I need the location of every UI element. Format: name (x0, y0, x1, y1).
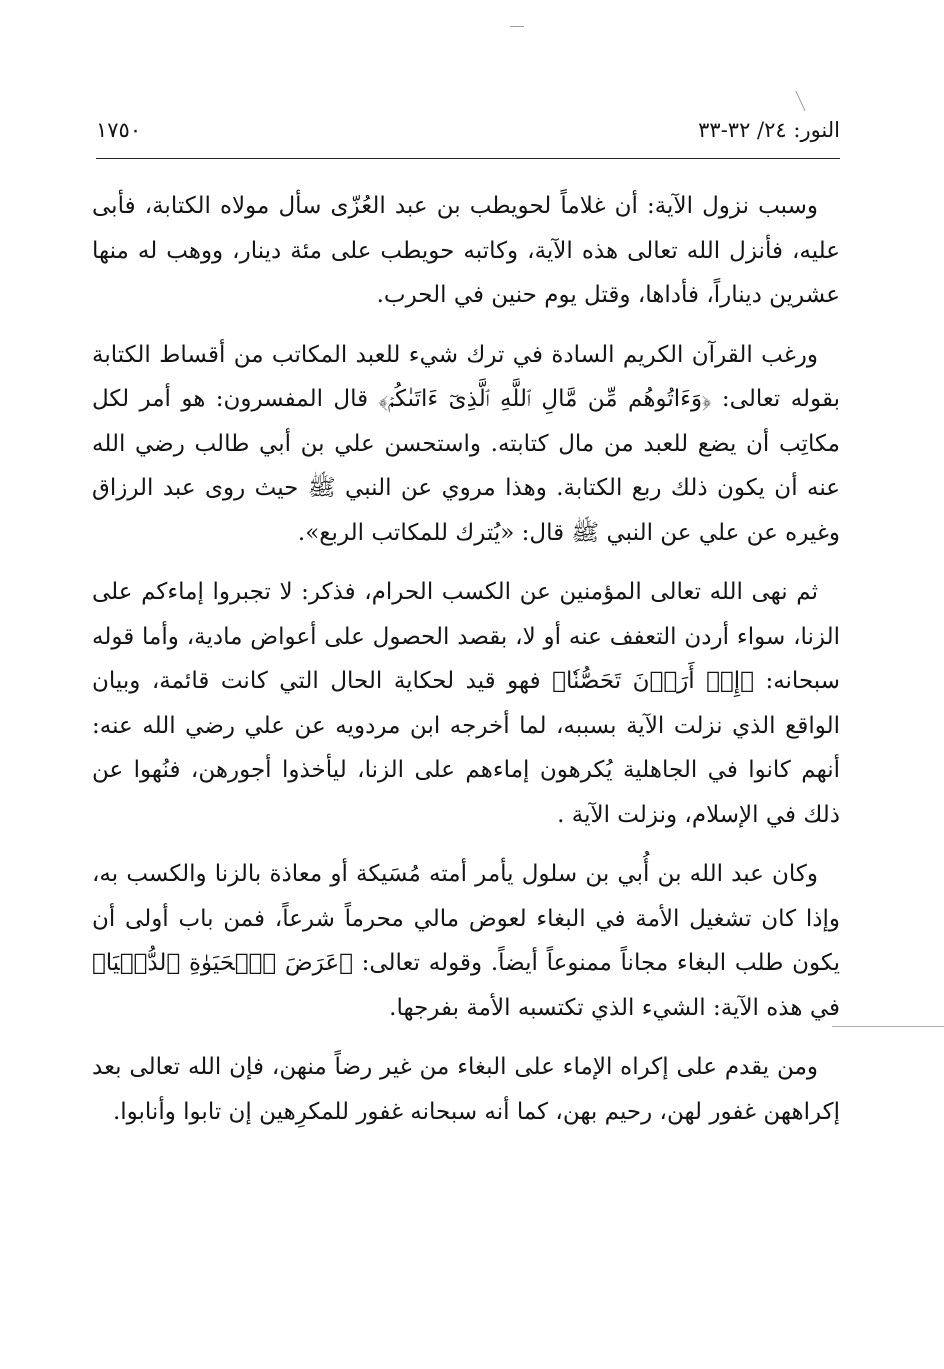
paragraph-forced-prostitution: ثم نهى الله تعالى المؤمنين عن الكسب الحرام، فذكر: لا تجبروا إماءكم على الزنا، سواء أردن التعفف عنه أو لا، بقصد الحصول على أعواض مادية، وأما قوله سبحانه: ﴿إِنۡ أَرَدۡنَ تَحَصُّنٗا﴾ فهو قيد لحكاية الحال التي كانت قائمة، وبيان الواقع الذي نزلت الآية بسببه، لما أخرجه ابن مردويه عن علي رضي الله عنه: أنهم كانوا في الجاهلية يُكرهون إماءهم على الزنا، ليأخذوا أجورهن، فنُهوا عن ذلك في الإسلام، ونزلت الآية . (92, 579, 840, 828)
paragraph-forgiveness: ومن يقدم على إكراه الإماء على البغاء من غير رضاً منهن، فإن الله تعالى بعد إكراههن غفور لهن، رحيم بهن، كما أنه سبحانه غفور للمكرِهين إن تابوا وأنابوا. (92, 1054, 840, 1125)
scan-artifact-line (832, 1026, 944, 1027)
page-header (96, 118, 840, 159)
body-text (92, 184, 840, 1149)
page-number: ١٧٥٠ (96, 118, 142, 142)
scan-artifact-tick (795, 91, 805, 111)
scan-artifact-top (510, 26, 524, 27)
paragraph-revelation-cause: وسبب نزول الآية: أن غلاماً لحويطب بن عبد العُزّى سأل مولاه الكتابة، فأبى عليه، فأنزل الله تعالى هذه الآية، وكاتبه حويطب على مئة دينار، ووهب له منها عشرين ديناراً، فأداها، وقتل يوم حنين في الحرب. (92, 193, 840, 308)
paragraph-ibn-salul: وكان عبد الله بن أُبي بن سلول يأمر أمته مُسَيكة أو معاذة بالزنا والكسب به، وإذا كان تشغيل الأمة في البغاء لعوض مالي محرماً شرعاً، فمن باب أولى أن يكون طلب البغاء مجاناً ممنوعاً أيضاً. وقوله تعالى: ﴿عَرَضَ ٱلۡحَيَوٰةِ ٱلدُّنۡيَا﴾ في هذه الآية: الشيء الذي تكتسبه الأمة بفرجها. (92, 861, 840, 1021)
surah-reference: النور: ٢٤/ ٣٢-٣٣ (698, 118, 840, 142)
paragraph-mukataba-share: ورغب القرآن الكريم السادة في ترك شيء للعبد المكاتب من أقساط الكتابة بقوله تعالى: ﴿وَءَاتُوهُم مِّن مَّالِ ٱللَّهِ ٱلَّذِىٓ ءَاتَىٰكُمۡ﴾ قال المفسرون: هو أمر لكل مكاتِب أن يضع للعبد من مال كتابته. واستحسن علي بن أبي طالب رضي الله عنه أن يكون ذلك ربع الكتابة. وهذا مروي عن النبي ﷺ حيث روى عبد الرزاق وغيره عن علي عن النبي ﷺ قال: «يُترك للمكاتب الربع». (92, 341, 840, 546)
